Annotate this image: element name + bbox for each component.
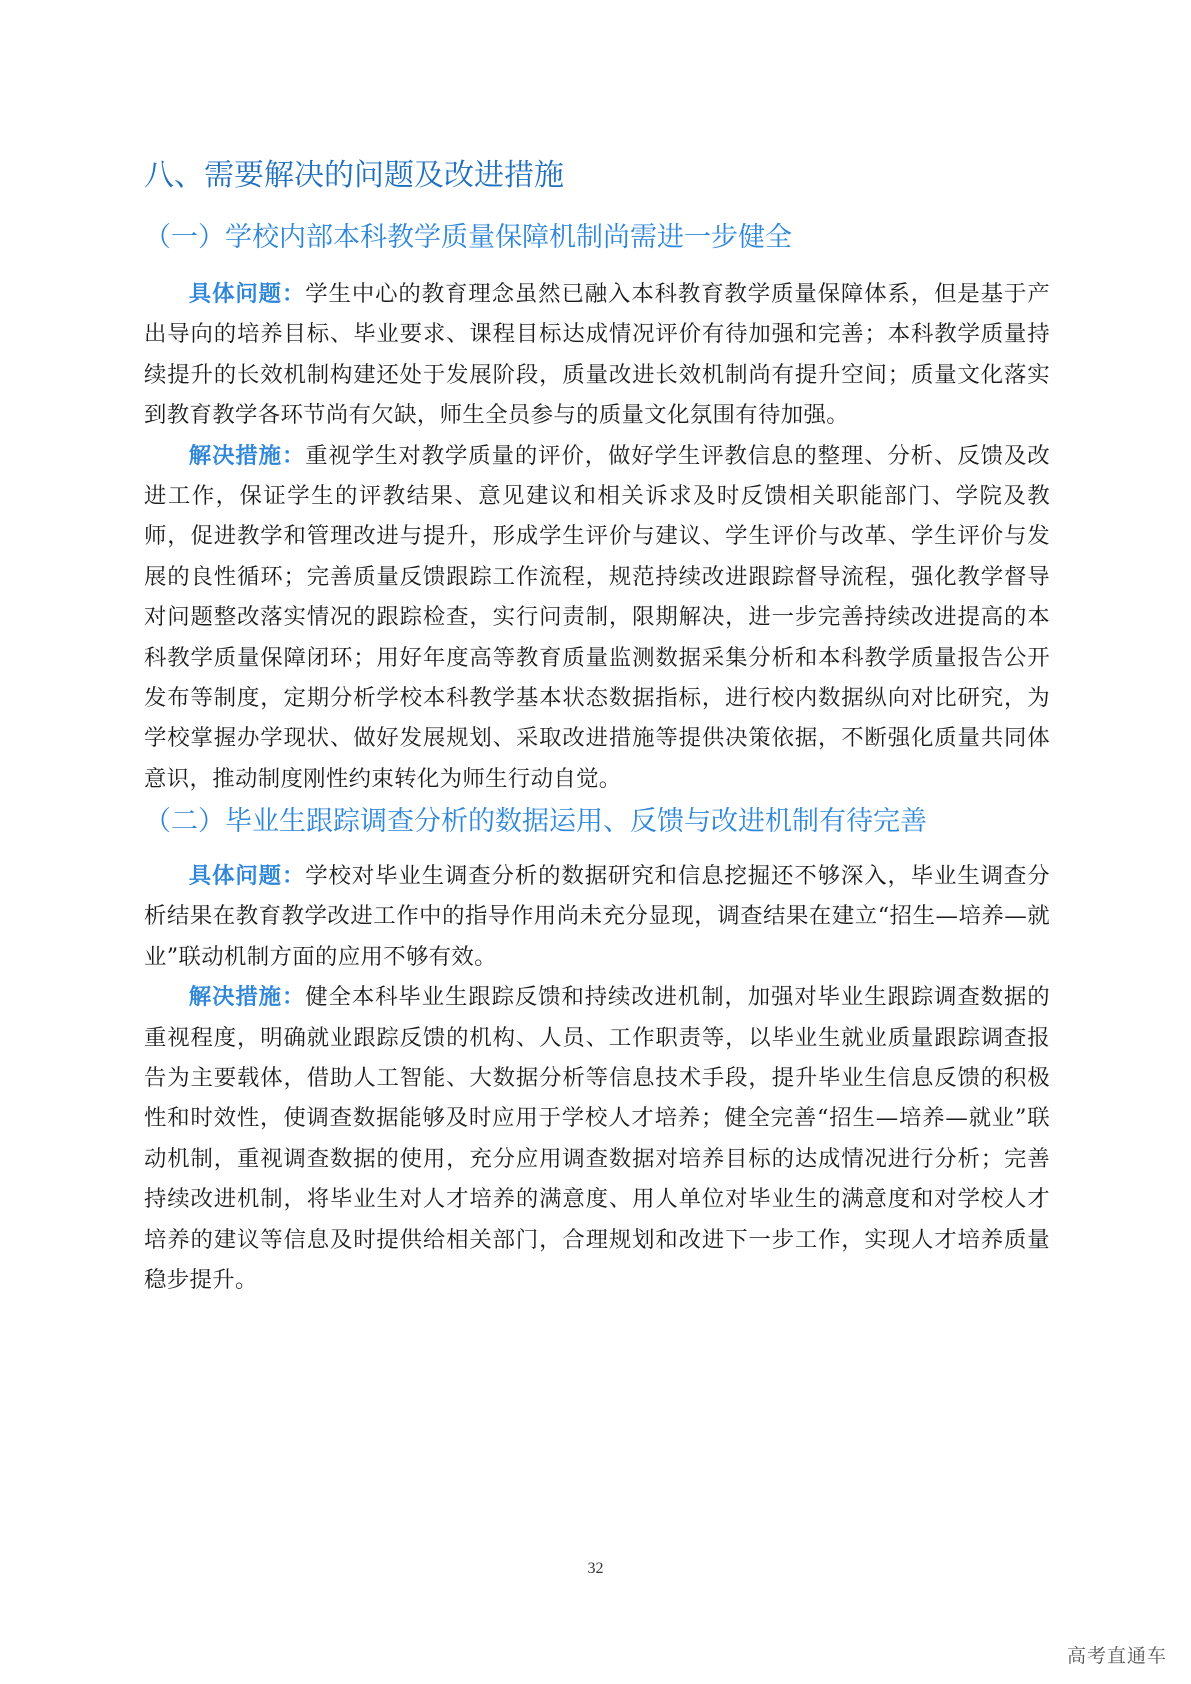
measure-text: 健全本科毕业生跟踪反馈和持续改进机制，加强对毕业生跟踪调查数据的重视程度，明确就业跟踪反馈的机构、人员、工作职责等，以毕业生就业质量跟踪调查报告为主要载体，借助人工智能、大数据分析等信息技术手段，提升毕业生信息反馈的积极性和时效性，使调查数据能够及时应用于学校人才培养；健全完善“招生—培养—就业”联动机制，重视调查数据的使用，充分应用调查数据对培养目标的达成情况进行分析；完善持续改进机制，将毕业生对人才培养的满意度、用人单位对毕业生的满意度和对学校人才培养的建议等信息及时提供给相关部门，合理规划和改进下一步工作，实现人才培养质量稳步提升。 bbox=[144, 984, 1050, 1294]
section-heading: 八、需要解决的问题及改进措施 bbox=[144, 158, 564, 193]
watermark-text: 高考直通车 bbox=[1066, 1645, 1167, 1667]
measure-label: 解决措施： bbox=[188, 984, 306, 1011]
subsection-body-2 bbox=[144, 856, 1050, 1300]
measure-paragraph-2 bbox=[144, 977, 1050, 1300]
measure-label: 解决措施： bbox=[188, 442, 306, 469]
subsection-title-2: （二）毕业生跟踪调查分析的数据运用、反馈与改进机制有待完善 bbox=[144, 806, 927, 837]
subsection-title-1: （一）学校内部本科教学质量保障机制尚需进一步健全 bbox=[144, 222, 792, 253]
problem-paragraph-2 bbox=[144, 856, 1050, 977]
problem-paragraph-1 bbox=[144, 274, 1050, 436]
measure-paragraph-1 bbox=[144, 436, 1050, 800]
problem-label: 具体问题： bbox=[188, 281, 306, 307]
problem-text: 学生中心的教育理念虽然已融入本科教育教学质量保障体系，但是基于产出导向的培养目标、毕业要求、课程目标达成情况评价有待加强和完善；本科教学质量持续提升的长效机制构建还处于发展阶段，质量改进长效机制尚有提升空间；质量文化落实到教育教学各环节尚有欠缺，师生全员参与的质量文化氛围有待加强。 bbox=[144, 281, 1050, 429]
subsection-body-1 bbox=[144, 274, 1050, 799]
measure-text: 重视学生对教学质量的评价，做好学生评教信息的整理、分析、反馈及改进工作，保证学生的评教结果、意见建议和相关诉求及时反馈相关职能部门、学院及教师，促进教学和管理改进与提升，形成学生评价与建议、学生评价与改革、学生评价与发展的良性循环；完善质量反馈跟踪工作流程，规范持续改进跟踪督导流程，强化教学督导对问题整改落实情况的跟踪检查，实行问责制，限期解决，进一步完善持续改进提高的本科教学质量保障闭环；用好年度高等教育质量监测数据采集分析和本科教学质量报告公开发布等制度，定期分析学校本科教学基本状态数据指标，进行校内数据纵向对比研究，为学校掌握办学现状、做好发展规划、采取改进措施等提供决策依据，不断强化质量共同体意识，推动制度刚性约束转化为师生行动自觉。 bbox=[144, 442, 1050, 792]
page-number: 32 bbox=[587, 1560, 604, 1577]
problem-label: 具体问题： bbox=[188, 863, 306, 889]
problem-text: 学校对毕业生调查分析的数据研究和信息挖掘还不够深入，毕业生调查分析结果在教育教学改进工作中的指导作用尚未充分显现，调查结果在建立“招生—培养—就业”联动机制方面的应用不够有效。 bbox=[144, 863, 1050, 970]
